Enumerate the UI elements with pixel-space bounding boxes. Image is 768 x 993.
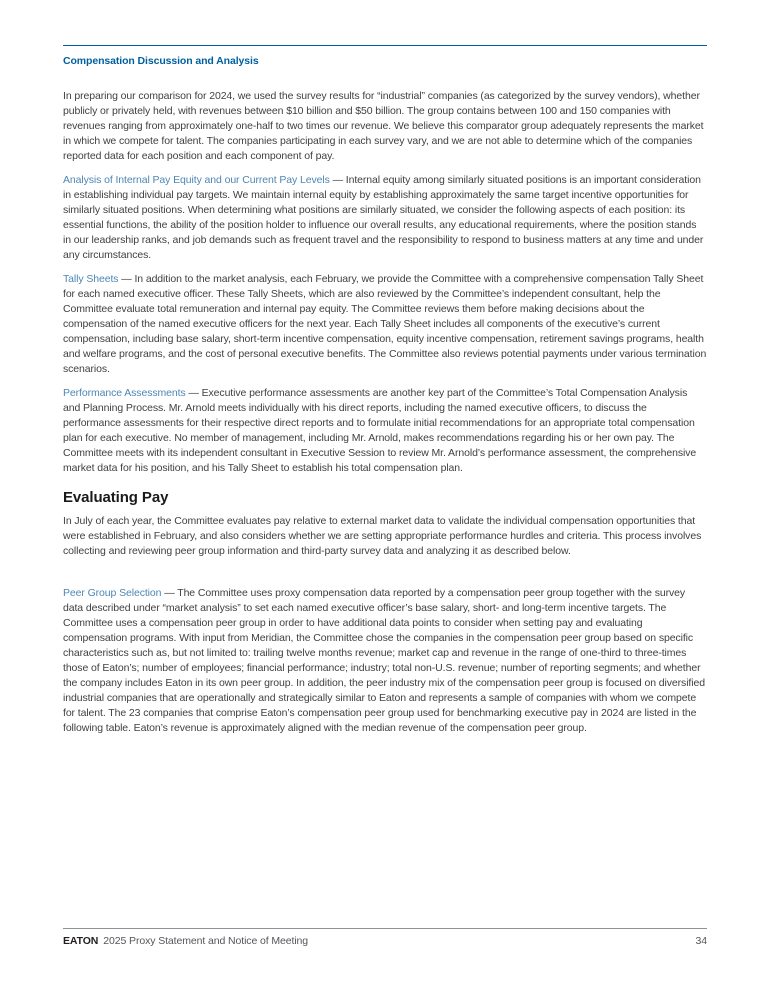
paragraph-text: — Internal equity among similarly situated positions is an important consideration in establishing individual pay targets. We maintain internal equity by establishing approximately the same target incentive opportunities for similarly situated positions. When determining what positions are similarly situated, we consider the following aspects of each position: its essential functions, the ability of the position holder to influence our overall results, any educational requirements, where the position stands in our leadership ranks, and job demands such as frequent travel and the responsibility to respond to business matters at any time and under any circumstances. [63,174,704,261]
footer-title: 2025 Proxy Statement and Notice of Meeting [103,935,309,947]
paragraph-lead: Tally Sheets [63,273,119,285]
paragraph-text: — Executive performance assessments are another key part of the Committee’s Total Compensation Analysis and Planning Process. Mr. Arnold meets individually with his direct reports, including the named executive officers, to discuss the performance assessments for their respective direct reports and to formulate initial recommendations for an appropriate total compensation plan for each executive. No member of management, including Mr. Arnold, makes recommendations regarding his or her own pay. The Committee meets with its independent consultant in Executive Session to review Mr. Arnold’s performance assessment, the comprehensive market data for his position, and his Tally Sheet to establish his total compensation plan. [63,387,697,474]
paragraph-text: — In addition to the market analysis, each February, we provide the Committee with a comprehensive compensation Tally Sheet for each named executive officer. These Tally Sheets, which are also reviewed by the Committee’s independent consultant, help the Committee evaluate total remuneration and internal pay equity. The Committee reviews them before making decisions about the compensation of the named executive officers for the next year. Each Tally Sheet includes all components of the executive’s current compensation, including base salary, short-term incentive compensation, equity incentive compensation, retirement savings programs, health and welfare programs, and the cost of personal executive benefits. The Committee also reviews potential payments under various termination scenarios. [63,273,707,375]
paragraph-text: In preparing our comparison for 2024, we used the survey results for “industrial” companies (as categorized by the survey vendors), whether publicly or privately held, with revenues between $10 billion and $50 billion. The group contains between 100 and 150 companies with revenues ranging from approximately one-half to two times our revenue. We believe this comparator group adequately represents the market in which we compete for talent. The companies participating in each survey vary, and we are not able to determine which of the companies reported data for each position and each component of pay. [63,90,704,162]
page-footer [63,928,707,948]
paragraph-performance-assessments [63,386,707,476]
page-content [63,45,707,745]
paragraph-lead: Performance Assessments [63,387,186,399]
footer-brand: EATON [63,935,99,947]
paragraph-peer-group-selection [63,586,707,736]
section-title: Compensation Discussion and Analysis [63,55,259,67]
paragraph-evaluating-pay-intro [63,514,707,559]
paragraph-tally-sheets [63,272,707,377]
header-rule [63,45,707,46]
evaluating-pay-heading: Evaluating Pay [63,489,169,506]
paragraph-text: — The Committee uses proxy compensation data reported by a compensation peer group together with the survey data described under “market analysis” to set each named executive officer’s base salary, short- and long-term incentive targets. The Committee uses a compensation peer group in order to have additional data points to consider when setting pay and evaluating compensation programs. With input from Meridian, the Committee chose the companies in the compensation peer group based on specific characteristics such as, but not limited to: trailing twelve months revenue; market cap and revenue in the range of one-third to three-times those of Eaton’s; number of employees; financial performance; industry; total non-U.S. revenue; number of reporting segments; and whether the company includes Eaton in its own peer group. In addition, the peer industry mix of the compensation peer group is focused on diversified industrial companies that are operationally and strategically similar to Eaton and represents a sample of companies with whom we compete for talent. The 23 companies that comprise Eaton’s compensation peer group used for benchmarking executive pay in 2024 are listed in the following table. Eaton’s revenue is approximately aligned with the median revenue of the compensation peer group. [63,587,705,734]
footer-left [63,935,308,948]
page-number: 34 [695,935,707,947]
paragraph-lead: Peer Group Selection [63,587,162,599]
paragraph-market-survey [63,89,707,164]
paragraph-text: In July of each year, the Committee evaluates pay relative to external market data to validate the individual compensation opportunities that were established in February, and also considers whether we are setting appropriate performance hurdles and criteria. This process involves collecting and reviewing peer group information and third-party survey data and analyzing it as described below. [63,515,702,557]
paragraph-lead: Analysis of Internal Pay Equity and our Current Pay Levels [63,174,330,186]
paragraph-internal-pay-equity [63,173,707,263]
